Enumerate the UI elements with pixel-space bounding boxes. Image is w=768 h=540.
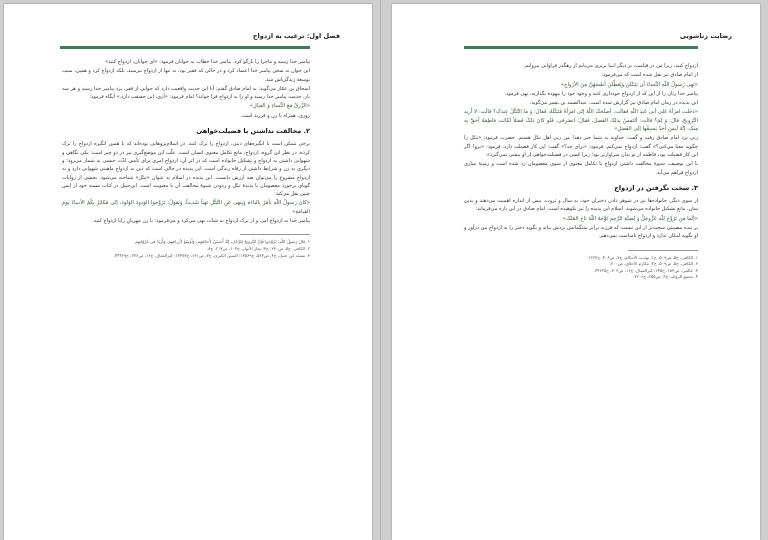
footnote: ۲. الکافی، ج۵، ص۳۳۰، ح۳؛ بحار الأنوار، ج۱۰۳، ص۲۱۷، ح۸. <box>206 245 310 251</box>
paragraph: زنی نزد امام صادق رفت و گفت: خداوند به شما خیر دهد! من زنی اهل تبتّل هستم. حضرت فرمود: «تبتّل را چگونه معنا می‌کنی؟» گفت: ازدواج نمی‌کنم. فرمود: «برای چه؟» گفت: این کار فضیلت دارد. فرمود: «برو! اگر این کار فضیلت بود، فاطمه از تو بدان سزاوارتر بود؛ زیرا کسی در فضیلت‌خواهی از او پیشی نمی‌گیرد». <box>464 135 698 158</box>
paragraph: بر بنده مصیبتی سخت‌تر از این نیست که فرزند برابر سنگمانش نزدش بیاید و بگوید دختر را به ازدواج من درآور و او بگوید امکان ندارد و ازدواج نامناسب نمی‌دهم. <box>464 225 698 240</box>
page-header: رضایت زناشویی <box>679 32 732 40</box>
paragraph: پیامبر خدا رسید و ماجرا را بازگو کرد. پیامبر خدا خطاب به جوانان فرمود: «ای جوانان، ازدواج کنید» <box>105 59 310 65</box>
hadith-quote: «نَهی رَسولُ اللّهِ النِّساءَ أن یَتَبَتَّلنَ وَیُعَطِّلنَ أنفُسَهُنَّ مِنَ الأزواجِ» <box>560 81 698 88</box>
paragraph: از سوی دیگر، خانواده‌ها نیز در شوهر دادن دختران خود، به سال و ثروت، بیش از اندازه اهمیت می‌دهند و بدین سان، مانع تشکیل خانواده می‌شوند. اسلام این پدیده را نیز نکوهیده است. امام صادق در این باره می‌فرماید: <box>464 198 698 213</box>
paragraph: ازدواج کنید، زیرا من در قیامت، بر دیگر انبیا برتری می‌یابم از رهگذر فراوانی پیروانم. <box>523 63 698 69</box>
footnote: ۲. الکافی، ج۵، ص۵۰۹، ح۲؛ مکارم الأخلاق، ص۲۰۰. <box>609 261 698 267</box>
footnote: ۱. الکافی، ج۵، ص۵۰۹، ح۱؛ تهذیب الأحکام، ج۷، ص۴۰۶، ح۱۶۲۴. <box>587 254 698 260</box>
paragraph: اسحاق بن عمّار می‌گوید: به امام صادق گفتم: آیا این حدیث واقعیت دارد که جوانی از فقر، نزد پیامبر خدا رسید و هر سه بار، خدمت پیامبر خدا رسید و او را به ازدواج فرا خواند؟ امام فرمود: «آری، این حقیقت دارد.» آنگاه فرمود: <box>62 85 310 101</box>
section-title: ۲. مخالفت نداشتن با فضیلت‌خواهی <box>196 127 310 136</box>
hadith-quote: «دَخَلَت امرَأةٌ عَلی أبی عَبدِ اللّهِ فَقالَت: أصلَحَکَ اللّهُ إنّی امرَأةٌ مُتَبَتِّلَةٌ، فَقالَ: وَ ما التَّبَتُّلُ عِندَکِ؟ قالَت: لا اُرید التَّزویجَ، قالَ: وَ لِمَ؟ قالَت: ألتَمِسُ بِذلِکَ الفَضلَ، فَقالَ: انصَرِفی، فَلَو کانَ ذلِکَ فَضلاً لَکانَت فاطِمَةُ أحَقَّ بِهِ مِنکِ، إنَّهُ لَیسَ أحَدٌ یَسبِقُها إلَی الفَضلِ» <box>464 109 698 133</box>
section-title: ۳. سخت نگرفتن در ازدواج <box>614 183 698 192</box>
paragraph: این جوان به سخن پیامبر خدا اعتماد کرد و در حالی که فقیر بود، نه تنها از ازدواج نترسید، بلکه ازدواج کرد و همین، سبب توسعهٔ زندگی‌اش شد. <box>62 68 310 83</box>
paragraph: این پدیده در زمان امام صادق نیز گزارش شده است. عبدالصمد بن بشیر می‌گوید: <box>529 100 698 107</box>
right-page <box>392 4 760 540</box>
right-page-body <box>464 62 698 281</box>
paragraph: پیامبر خدا به ازدواج امر، و از ترک ازدواج به شدّت نهی می‌کرد و می‌فرمود: با زن مهربانِ زایا ازدواج کنید. <box>92 218 310 225</box>
hadith-quote: «إنَّما مَن تَزَوَّجَ لِلّهِ عَزَّوجَلَّ وَ لِصِلَةِ الرَّحِمِ تَوَّجَهُ اللّهُ تاجَ المُلکِ» <box>562 215 698 222</box>
paragraph: روزی، همراه با زن و فرزند است. <box>240 112 310 119</box>
header-rule <box>60 46 310 49</box>
hadith-quote: «کانَ رَسولُ اللّهِ یَأمُرُ بِالباءَةِ وَیَنهی عَنِ التَّبَتُّلِ نَهیاً شَدیداً، وَیَقولُ: تَزَوَّجوا الوَدودَ الوَلودَ، إنّی مُکاثِرٌ بِکُمُ الأنبیاءَ یَومَ القیامَةِ» <box>62 200 310 215</box>
header-rule <box>464 46 698 49</box>
paragraph: برخی ممکن است با انگیزه‌های دینی، ازدواج را ترک کنند. در اسلام‌پژوهانی بوده‌اند که با همین انگیزه ازدواج را ترک کرده، در نظر این گروه، ازدواج، مانع تکامل معنوی انسان است. علّت این موضع‌گیری نیز در دو چیز است: یکی نگاهی و شهوانی داشتن به ازدواج و تشکیل خانواده است که در اثر آن، ازدواج امری برای تأمین لذّت جنسی به شمار می‌رود؛ و دیگری به زن و شرایط داشتن از رفاه زندگی است. این پدیده در حالی است که دین به ازدواج ماهیتی شهوانی دارد و نه ازدواج مشروع را می‌توان ضد ارزش دانست. این پدیده در اسلام به عنوان «تبتّل» شناخته می‌شود. بخشی از روایات گویای برخورد معصومان با پدیدهٔ تبتّل و ردودن شیوهٔ مخالفت آن با معنویت است. ابن‌حنبل در کتاب مسند خود از انس چنین نقل می‌کند: <box>62 141 310 198</box>
left-page-body <box>62 58 310 259</box>
page-gutter <box>380 0 381 540</box>
footnote-rule <box>628 250 698 251</box>
footnote: ۴. مجمع الزوائد، ج۴، ص۲۵۵، ح۷۲۰۶. <box>632 274 698 280</box>
paragraph: از امام صادق نیز نقل شده است که می‌فرمود: <box>601 72 698 79</box>
paragraph: پیامبر خدا زنان را از این که از ازدواج خودداری کنند و وجود خود را بیهوده بگذارند، نهی فرمود. <box>504 90 698 97</box>
footnote-rule <box>240 234 310 235</box>
footnote: ۳. مسند ابن حنبل، ج۴، ص۵۶۷، ح۱۳۵۶۹؛ السنن الکبری، ج۷، ص۱۳۱، ح۱۳۴۷۷؛ کنزالعمال، ج۱۶، ص۲۷۶، ح۴۴۴۲۹. <box>113 252 310 258</box>
page-header: فصل اول: ترغیب به ازدواج <box>252 32 340 40</box>
footnote: ۱. قالَ رَسولُ اللّهِ: تَزَوَّجوا فَإِنَّ التَّزویجَ لِلرَّجُلِ، إِنَّهُ أَحسَنُ لِأَخلاقِهِم، وَأَوسَعُ لِأَرزاقِهِم، وَأَزیَدُ فی مُرُوّاتِهِم. <box>133 239 310 245</box>
footnote: ۳. عالمی، ص۱۸۴، ح۱۴۵؛ کنزالعمال، ج۱۶، ص۳۰۳، ح۴۴۶۲۵. <box>593 267 698 273</box>
left-page <box>4 4 372 540</box>
paragraph: با این توصیف، شیوهٔ مخالفت داشتن ازدواج با تکامل معنوی از سوی معصومان رد شده است و زمینهٔ سازی ازدواج فراهم می‌آید. <box>464 161 698 176</box>
hadith-quote: «الرِّزقُ مَعَ النِّساءِ وَ العِیالِ» <box>249 103 310 110</box>
